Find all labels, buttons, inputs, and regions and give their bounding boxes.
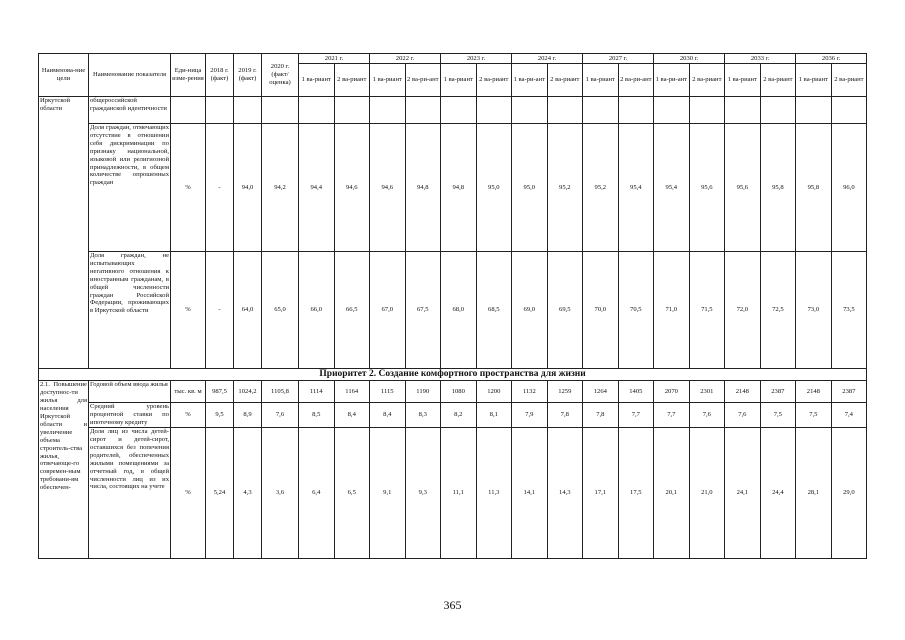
value-cell: 1080 (441, 381, 477, 403)
header-variant: 2 ва-риант (760, 64, 796, 97)
value-cell: 11,3 (476, 428, 512, 559)
value-cell: 95,6 (689, 124, 725, 252)
value-cell: 1114 (299, 381, 335, 403)
indicator-cell: Годовой объем ввода жилья (89, 381, 171, 403)
header-unit: Еди-ница изме-рения (171, 54, 206, 97)
empty-cell (689, 97, 725, 124)
value-cell: 17,5 (618, 428, 654, 559)
value-cell: 8,2 (441, 403, 477, 428)
unit-cell: тыс. кв. м (171, 381, 206, 403)
value-cell: 95,4 (618, 124, 654, 252)
indicator-cell: Доля граждан, не испытывающих негативного отношения к иностранным гражданам, в общей численности граждан Российской Федерации, проживающих в Иркутской области (89, 252, 171, 369)
value-cell: 2387 (760, 381, 796, 403)
value-cell: 7,5 (796, 403, 832, 428)
value-cell: 65,0 (262, 252, 299, 369)
value-cell: 7,5 (760, 403, 796, 428)
value-cell: 21,0 (689, 428, 725, 559)
value-cell: 6,4 (299, 428, 335, 559)
value-cell: 28,1 (796, 428, 832, 559)
header-variant: 2 ва-риант (476, 64, 512, 97)
empty-cell (262, 97, 299, 124)
value-cell: 6,5 (334, 428, 370, 559)
indicator-cell: Доля граждан, отмечающих отсутствие в отношении себя дискриминации по признаку национальной, языковой или религиозной принадлежности, в общем количестве опрошенных граждан (89, 124, 171, 252)
empty-cell (206, 97, 234, 124)
value-cell: 1405 (618, 381, 654, 403)
header-year-2027: 2027 г. (583, 54, 654, 64)
header-variant: 1 ва-риант (796, 64, 832, 97)
header-variant: 1 ва-риант (583, 64, 619, 97)
value-cell: 8,5 (299, 403, 335, 428)
indicators-table (38, 53, 867, 559)
value-cell: 7,6 (689, 403, 725, 428)
value-cell: 9,1 (370, 428, 406, 559)
value-cell: 24,4 (760, 428, 796, 559)
header-variant: 2 ва-риант (689, 64, 725, 97)
unit-cell: % (171, 428, 206, 559)
header-variant: 1 ва-риант (441, 64, 477, 97)
value-cell: 73,5 (831, 252, 867, 369)
value-cell: 71,0 (654, 252, 690, 369)
value-cell: 69,5 (547, 252, 583, 369)
value-cell: 1200 (476, 381, 512, 403)
value-cell: 9,3 (405, 428, 441, 559)
header-variant: 1 ва-риант (299, 64, 335, 97)
value-cell: 73,0 (796, 252, 832, 369)
header-2020: 2020 г. (факт/ оценка) (262, 54, 299, 97)
header-variant: 1 ва-риант (725, 64, 761, 97)
empty-cell (654, 97, 690, 124)
value-cell: 8,4 (334, 403, 370, 428)
value-cell: 94,6 (370, 124, 406, 252)
indicator-cell: Доля лиц из числа детей-сирот и детей-сирот, оставшихся без попечения родителей, обеспеченных жилыми помещениями за отчетный год, в общей численности лиц из их числа, состоящих на учете (89, 428, 171, 559)
value-cell: 95,8 (796, 124, 832, 252)
header-variant: 1 ва-ри-ант (512, 64, 548, 97)
value-cell: 1115 (370, 381, 406, 403)
header-2019: 2019 г. (факт) (234, 54, 262, 97)
value-cell: 94,6 (334, 124, 370, 252)
empty-cell (171, 97, 206, 124)
indicator-cell: общероссийской гражданской идентичности (89, 97, 171, 124)
value-cell: 5,24 (206, 428, 234, 559)
unit-cell: % (171, 252, 206, 369)
value-cell: - (206, 252, 234, 369)
value-cell: 95,0 (476, 124, 512, 252)
value-cell: 68,5 (476, 252, 512, 369)
priority-heading: Приоритет 2. Создание комфортного пространства для жизни (39, 369, 867, 381)
value-cell: 1190 (405, 381, 441, 403)
unit-cell: % (171, 124, 206, 252)
value-cell: 7,7 (618, 403, 654, 428)
header-2018: 2018 г. (факт) (206, 54, 234, 97)
value-cell: 94,8 (441, 124, 477, 252)
value-cell: - (206, 124, 234, 252)
value-cell: 95,0 (512, 124, 548, 252)
value-cell: 11,1 (441, 428, 477, 559)
value-cell: 94,4 (299, 124, 335, 252)
goal-cell-1: Иркутской области (39, 97, 89, 369)
header-variant: 1 ва-риант (370, 64, 406, 97)
value-cell: 94,2 (262, 124, 299, 252)
empty-cell (725, 97, 761, 124)
header-variant: 2 ва-ри-ант (618, 64, 654, 97)
empty-cell (760, 97, 796, 124)
value-cell: 94,8 (405, 124, 441, 252)
value-cell: 9,5 (206, 403, 234, 428)
value-cell: 20,1 (654, 428, 690, 559)
value-cell: 69,0 (512, 252, 548, 369)
empty-cell (512, 97, 548, 124)
value-cell: 987,5 (206, 381, 234, 403)
value-cell: 72,0 (725, 252, 761, 369)
value-cell: 7,6 (262, 403, 299, 428)
value-cell: 29,0 (831, 428, 867, 559)
value-cell: 7,8 (547, 403, 583, 428)
empty-cell (299, 97, 335, 124)
value-cell: 71,5 (689, 252, 725, 369)
empty-cell (618, 97, 654, 124)
empty-cell (476, 97, 512, 124)
indicator-cell: Средний уровень процентной ставки по ипотечному кредиту (90, 403, 169, 427)
value-cell: 8,1 (476, 403, 512, 428)
header-variant: 2 ва-ри-ант (405, 64, 441, 97)
value-cell: 7,6 (725, 403, 761, 428)
value-cell: 95,2 (547, 124, 583, 252)
value-cell: 2148 (796, 381, 832, 403)
value-cell: 7,9 (512, 403, 548, 428)
value-cell: 14,3 (547, 428, 583, 559)
empty-cell (441, 97, 477, 124)
header-variant: 2 ва-риант (334, 64, 370, 97)
value-cell: 70,0 (583, 252, 619, 369)
header-year-2033: 2033 г. (725, 54, 796, 64)
value-cell: 2387 (831, 381, 867, 403)
value-cell: 17,1 (583, 428, 619, 559)
value-cell: 2148 (725, 381, 761, 403)
value-cell: 64,0 (234, 252, 262, 369)
value-cell: 94,0 (234, 124, 262, 252)
value-cell: 7,8 (583, 403, 619, 428)
value-cell: 2070 (654, 381, 690, 403)
page-number: 365 (443, 598, 462, 612)
header-goal: Наименова-ние цели (39, 54, 89, 97)
empty-cell (234, 97, 262, 124)
value-cell: 1264 (583, 381, 619, 403)
empty-cell (334, 97, 370, 124)
value-cell: 66,5 (334, 252, 370, 369)
empty-cell (547, 97, 583, 124)
value-cell: 67,5 (405, 252, 441, 369)
header-year-2022: 2022 г. (370, 54, 441, 64)
value-cell: 8,9 (234, 403, 262, 428)
value-cell: 7,4 (831, 403, 867, 428)
value-cell: 95,4 (654, 124, 690, 252)
value-cell: 24,1 (725, 428, 761, 559)
value-cell: 67,0 (370, 252, 406, 369)
empty-cell (405, 97, 441, 124)
value-cell: 1132 (512, 381, 548, 403)
value-cell: 14,1 (512, 428, 548, 559)
value-cell: 2301 (689, 381, 725, 403)
header-year-2036: 2036 г. (796, 54, 867, 64)
header-year-2021: 2021 г. (299, 54, 370, 64)
empty-cell (796, 97, 832, 124)
value-cell: 1105,8 (262, 381, 299, 403)
value-cell: 7,7 (654, 403, 690, 428)
value-cell: 66,0 (299, 252, 335, 369)
value-cell: 3,6 (262, 428, 299, 559)
empty-cell (370, 97, 406, 124)
header-indicator: Наименование показателя (89, 54, 171, 97)
header-year-2024: 2024 г. (512, 54, 583, 64)
value-cell: 1259 (547, 381, 583, 403)
value-cell: 8,3 (405, 403, 441, 428)
header-variant: 2 ва-риант (547, 64, 583, 97)
value-cell: 96,0 (831, 124, 867, 252)
value-cell: 95,2 (583, 124, 619, 252)
goal-cell-2: 2.1. Повышение доступнос-ти жилья для населения Иркутской области и увеличение объема строитель-ства жилья, отвечающе-го современ-ным требовани-ям обеспечен- (39, 381, 89, 559)
value-cell: 8,4 (370, 403, 406, 428)
value-cell: 70,5 (618, 252, 654, 369)
header-year-2023: 2023 г. (441, 54, 512, 64)
value-cell: 95,6 (725, 124, 761, 252)
header-variant: 2 ва-риант (831, 64, 867, 97)
unit-cell: % (171, 403, 206, 428)
value-cell: 1164 (334, 381, 370, 403)
empty-cell (831, 97, 867, 124)
empty-cell (583, 97, 619, 124)
value-cell: 72,5 (760, 252, 796, 369)
value-cell: 1024,2 (234, 381, 262, 403)
header-variant: 1 ва-ри-ант (654, 64, 690, 97)
header-year-2030: 2030 г. (654, 54, 725, 64)
value-cell: 95,8 (760, 124, 796, 252)
value-cell: 68,0 (441, 252, 477, 369)
value-cell: 4,3 (234, 428, 262, 559)
